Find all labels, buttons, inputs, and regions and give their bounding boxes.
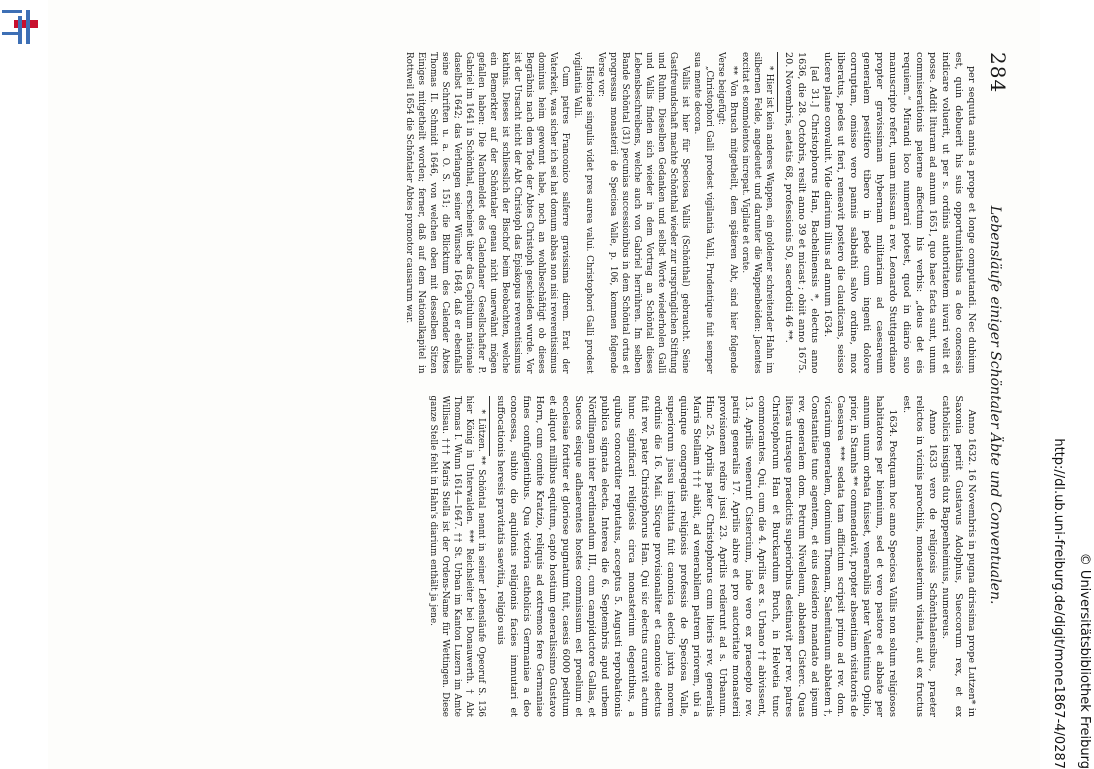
paragraph: Anno 1632. 16 Novembris in pugna dirissima prope Lutzen* in Saxonia periit Gustavus Adolphus, Sueccorum rex, et ex catholicis insignis dux Bappenheimius, numereus. xyxy=(939,395,977,717)
footnote-divider xyxy=(777,52,778,112)
scanned-page xyxy=(48,0,1040,769)
page-number: 284 xyxy=(986,52,1010,94)
footnote: * Hier ist kein anderes Wappen, ein goldener schreitender Hahn im silbernen Felde, angedeutet und darunter die Wappenbeiden: Jacentes excitat et somnolentos increpat. Vigilate et orate. xyxy=(739,52,774,374)
ub-freiburg-logo-icon xyxy=(2,10,42,50)
paragraph: Anno 1633 vero de religiosis Schönthalensibus, praeter relictos in vicinis parochiis, monasterium visitant, aut ex fructus est. xyxy=(900,395,938,717)
left-column xyxy=(78,52,978,374)
running-title: Lebensläufe einiger Schöntaler Äbte und Conventualen. xyxy=(987,205,1003,605)
footnote: ** Von Brusch mitgetheilt, dem späteren Abt, sind hier folgende Verse beigefügt: xyxy=(715,52,738,374)
footnote-divider xyxy=(489,396,490,456)
source-url[interactable]: http://dl.ub.uni-freiburg.de/digit/mone1867-4/0287 xyxy=(1051,438,1066,769)
viewer-left-margin xyxy=(0,0,48,769)
paragraph: 1634. Postquam hoc anno Speciosa Vallis non solum religiosos habitatores per biennium, sed et vero pastore et abbate per annum unum orbata fuisset, venerabilis pater Valentinus Opilio, prior, in Stamhs ** commendavit, propter absentiam visitatoris de Caesarea *** sedata tam afflictum scripsit primo ad rev. dom. vicarium generalem, dominum Thomam, Salemitanum abbatem †, Constantiae tunc agentem, et eius desiderio mandato ad ipsum rev. generalem dom. Petrum Nivelleum, abbatem Cisterc. Quas literas utrasque praedictis superioribus destinavit per rev. patres Christophorum Han et Burckardum Bruch, in Helvetia tunc commorantes. Qui, cum die 4. Aprilis ex s. Urbano †† abivissent, 13. Aprilis venerunt Cistercium, inde vero ex praecepto rev. patris generalis 17. Aprilis abire et pro auctoritate monasterii provisionem redire jussi 23. Aprilis redierunt ad s. Urbanum. Hinc 25. Aprilis pater Christophorus cum literis rev. generalis Maris Stellam ††† abiit, ad venerabilem patrem priorem, ubi a quinque congregatis religiosis professis de Speciosa Valle, superiorum jussu instituta fuit canonica electio juxta morem ordinis die 16. Maii. Sicque provisionaliter et canonice electus fuit rev. pater Christophorus Han. Qui sic electus curavit actum hunc significari religiosis circa monasterium degentibus, a quibus concorditer reputatus, acceptus 5. Augusti reprobationis publica signata electa. Interea die 6. Septembris apud urbem Nördlingam inter Ferdinandum III., cum campiductore Gallas, et Suecos eisque adhaerentes hostes commissum est proelium et ecclesiae fortiter et gloriose pugnatum fuit, caesis 6000 peditum et aliquot millibus equitum, capto hostium generalissimo Gustavo Horn, cum comite Kratzio, reliquis ad extremos fere Germaniae fines confugientibus. Qua victoria catholicis Germaniae a deo concessa, subito dio aquilonis religionis facies immutari et suffocationis heresis pravitatis saevitia, religio suis xyxy=(494,395,899,717)
rotated-page-content xyxy=(48,0,1040,769)
text-columns xyxy=(78,52,978,717)
copyright-notice: © Universitätsbibliothek Freiburg xyxy=(1077,552,1092,769)
footnote-verse: Historiae singulis videt pres aurea valui. Christophori Galli prodest vigilantia Valli. xyxy=(571,52,594,374)
paragraph: [ad 31.] Christophorus Han, Bachelinensis *, electus anno 1636, die 28. Octobris, resilt anno 39 et micast ; obiit anno 1675. 20. Novembris, aetatis 68, professionis 50, sacerdotii 46 **. xyxy=(782,52,820,374)
right-column xyxy=(78,396,978,718)
footnote: * Lützen. ** Schöntal nennt in seiner Lebensläufe Opeoruf S. 136 hier König in Unterwalden. *** Reichsleiter bei Donauwerth. † Abt Thomas I. Wunn 1614—1647. †† St. Urban im Kanton Luzern im Amte Willisau. ††† Maris Stella ist der Ordens-Name für Wettingen. Diese ganze Stelle fehlt in Hahn's diarium enthält ja jene. xyxy=(427,395,486,717)
footnote: Vallis ist hier für Speciosa Vallis (Schönthal) gebraucht. Seine Gastfreundschaft machte Schönthal wieder zur ursprünglichen Stiftung und Ruhm. Dieselben Gedanken und selbst Worte wiederholen Galli und Vallis finden sich wieder in dem Vortrag an Schöntal dieses Lebensbeschreibens, welche auch von Gabriel herrühren. Im selben Bande Schöntal (31) pecunias successionibus in dem Schöntal ortus et progressus monasterii de Speciosa Valle, p. 106, kommen folgende Verse vor: xyxy=(595,52,690,374)
footnote: Cum patres Franconico salferre gravissima direm. Erat der Vaterkeit, was sicher ich sei hat domum abbas non nisi reverentissimus dominus heim gewonnt habe, noch an wohlbeschäftigt ob dieses Begräbnis nach dem Tode der Abtes Christoph geschieden wurde. Vor ist der Ursacht nicht der Abt Christoph das Episkopus reverentissimus kathnis. Dieses ist schliesslich der Bischof beim Beobachten, welche ein Bemerkter auf der Schöntaler genau nicht unerwähnt mögen gefallen haben: Die Nachmeldet des Calendaner Gesellschafter P. Gabriel im 1641 in Schönthal, erscheinet über das Capitulum nationale daselbst 1642; das Verlangen seiner Wünsche 1648, daß er ebenfalls seine Schriften u. a. O. S. 151; die Blicktum des Calender Abtes Thomas II. Schmidt 1646, von welchen oben mit desselben Sitzen Einiges mitgetheilt worden; ferner, daß auf dem Nationalkapitel in Rottweil 1654 die Schöntaler Abtes promotor causarum war. xyxy=(403,52,570,374)
paragraph: per sequuta annis a prope et longe computandi. Nec dubium est, quin debuerit his suis opportunitatibus a deo concessis indicare voluerit, ut per s. ordinis authoritatem iuvari velit et posse. Addit lituram ad annum 1651, quo haec facta sunt, unum commiserationis paterne affectum his verbis: „deus det eis requiem.“ Mirandi loco numerari potest, quod in diario suo manuscripto refert, unam missam a rev. Leonardo Stuttgardiano propter gravissimam hybernam militariam ad caesareum generalem pestifero tibero in pede cum ingenti dolore corruptam, omisso vero pannis sabbathi salvo ordine, mox liberatus, pedes ut fieri, remeavit postero die claudicans, seisso ulcere plane convaluit. Vide diarium illius ad annum 1634. xyxy=(821,52,977,374)
footnote-verse: „Christophori Galli prodest vigilantia Valli, Prudentique fuit semper sua mente decora. xyxy=(691,52,714,374)
page-header xyxy=(986,52,1010,717)
